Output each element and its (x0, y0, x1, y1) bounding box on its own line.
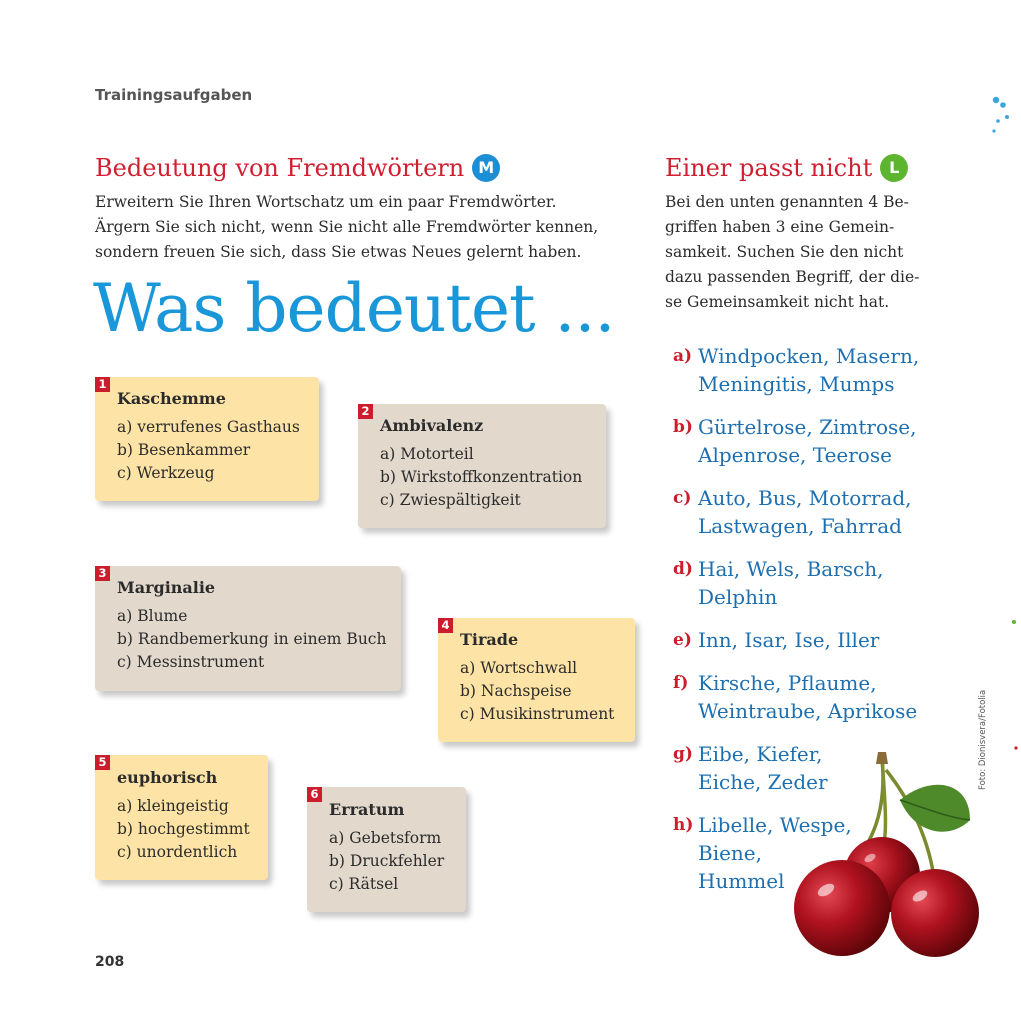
card-option: a) Wortschwall (460, 659, 578, 677)
item-letter: c) (673, 488, 692, 508)
right-section-heading (665, 154, 908, 182)
page-number: 208 (95, 954, 125, 970)
card-option: a) Gebetsform (329, 829, 442, 847)
right-section-title: Einer passt nicht (665, 154, 873, 182)
card-option: b) Wirkstoffkonzentration (380, 468, 583, 486)
item-letter: b) (673, 417, 693, 437)
card-number: 1 (95, 377, 110, 392)
list-item (673, 413, 919, 469)
vocab-card-3 (95, 566, 401, 691)
card-option: c) Werkzeug (117, 464, 215, 482)
item-text: Gürtelrose, Zimtrose, Alpenrose, Teerose (698, 415, 917, 467)
list-item (673, 669, 919, 725)
left-section-title: Bedeutung von Fremdwörtern (95, 154, 465, 182)
card-word: euphorisch (117, 768, 218, 787)
item-letter: f) (673, 673, 689, 693)
item-text: Libelle, Wespe, Biene, Hummel (698, 813, 852, 893)
section-label: Trainingsaufgaben (95, 86, 253, 104)
item-text: Auto, Bus, Motorrad, Lastwagen, Fahrrad (698, 486, 912, 538)
item-letter: h) (673, 815, 694, 835)
card-number: 2 (358, 404, 373, 419)
item-letter: d) (673, 559, 693, 579)
vocab-card-4 (438, 618, 635, 742)
card-option: b) Besenkammer (117, 441, 251, 459)
left-intro (95, 190, 598, 265)
intro-line: Ärgern Sie sich nicht, wenn Sie nicht alle Fremdwörter kennen, (95, 218, 599, 236)
intro-line: dazu passenden Begriff, der die- (665, 268, 920, 286)
droplets-decoration (990, 95, 1020, 140)
card-option: c) unordentlich (117, 843, 238, 861)
card-word: Erratum (329, 800, 405, 819)
intro-line: se Gemeinsamkeit nicht hat. (665, 293, 890, 311)
card-word: Ambivalenz (380, 416, 484, 435)
card-option: b) hochgestimmt (117, 820, 250, 838)
list-item (673, 555, 919, 611)
vocab-card-6 (307, 787, 466, 912)
card-number: 4 (438, 618, 453, 633)
item-text: Windpocken, Masern, Meningitis, Mumps (698, 344, 920, 396)
card-option: b) Druckfehler (329, 852, 445, 870)
item-text: Inn, Isar, Ise, Iller (698, 628, 880, 652)
list-item (673, 484, 919, 540)
intro-line: Bei den unten genannten 4 Be- (665, 193, 909, 211)
list-item (673, 342, 919, 398)
level-badge-m: M (472, 154, 500, 182)
big-title: Was bedeutet ... (93, 270, 615, 347)
card-option: c) Messinstrument (117, 653, 265, 671)
card-number: 5 (95, 755, 110, 770)
card-option: a) Blume (117, 607, 188, 625)
list-item (673, 626, 919, 654)
vocab-card-1 (95, 377, 319, 501)
card-option: b) Nachspeise (460, 682, 572, 700)
card-word: Marginalie (117, 578, 216, 597)
vocab-card-2 (358, 404, 606, 528)
card-option: c) Musikinstrument (460, 705, 615, 723)
card-option: b) Randbemerkung in einem Buch (117, 630, 387, 648)
item-letter: g) (673, 744, 693, 764)
item-text: Kirsche, Pflaume, Weintraube, Aprikose (698, 671, 918, 723)
level-badge-l: L (880, 154, 908, 182)
intro-line: samkeit. Suchen Sie den nicht (665, 243, 904, 261)
intro-line: sondern freuen Sie sich, dass Sie etwas Neues gelernt haben. (95, 243, 582, 261)
item-letter: a) (673, 346, 693, 366)
cherries-image (790, 740, 990, 965)
item-text: Eibe, Kiefer, Eiche, Zeder (698, 742, 828, 794)
card-number: 3 (95, 566, 110, 581)
card-option: a) Motorteil (380, 445, 474, 463)
item-letter: e) (673, 630, 692, 650)
intro-line: griffen haben 3 eine Gemein- (665, 218, 895, 236)
card-word: Kaschemme (117, 389, 226, 408)
left-section-heading (95, 154, 500, 182)
intro-line: Erweitern Sie Ihren Wortschatz um ein paar Fremdwörter. (95, 193, 557, 211)
card-option: c) Zwiespältigkeit (380, 491, 521, 509)
edge-dots-decoration (1010, 618, 1020, 758)
item-text: Hai, Wels, Barsch, Delphin (698, 557, 884, 609)
vocab-card-5 (95, 755, 268, 880)
card-option: a) verrufenes Gasthaus (117, 418, 300, 436)
right-intro (665, 190, 923, 315)
card-word: Tirade (460, 630, 519, 649)
card-option: a) kleingeistig (117, 797, 229, 815)
photo-credit: Foto: Dionisvera/Fotolia (978, 689, 988, 790)
card-number: 6 (307, 787, 322, 802)
card-option: c) Rätsel (329, 875, 399, 893)
